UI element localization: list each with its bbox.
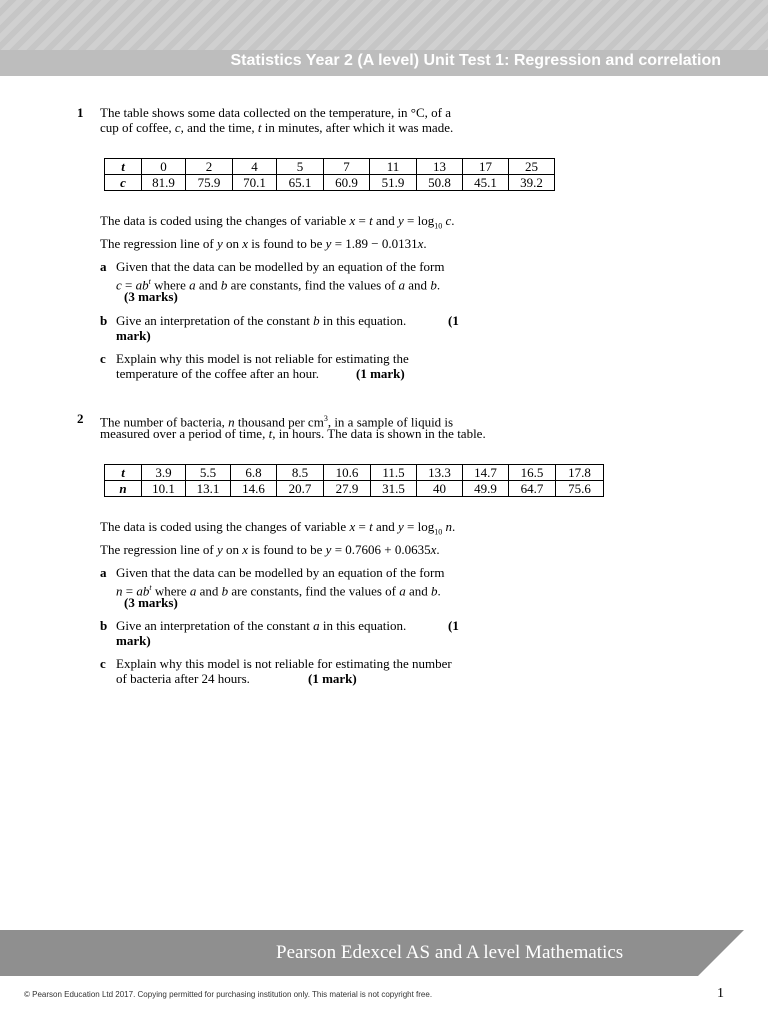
table-cell: 51.9 <box>370 175 417 191</box>
table-cell: 17 <box>463 159 509 175</box>
table-cell: 5 <box>277 159 324 175</box>
table-cell: 8.5 <box>277 465 324 481</box>
question-number: 2 <box>77 411 84 426</box>
marks: (1 mark) <box>308 671 357 686</box>
question-intro-line2: measured over a period of time, t, in hours. The data is shown in the table. <box>100 426 486 441</box>
regression-statement: The regression line of y on x is found to be y = 0.7606 + 0.0635x. <box>100 542 440 557</box>
table-cell: 4 <box>233 159 277 175</box>
table-cell: 50.8 <box>417 175 463 191</box>
footer-banner <box>0 930 768 976</box>
table-cell: 13.3 <box>417 465 463 481</box>
copyright-notice: © Pearson Education Ltd 2017. Copying permitted for purchasing institution only. This material is not copyright free. <box>24 990 433 999</box>
table-row <box>105 159 555 175</box>
part-text-line1: Explain why this model is not reliable for estimating the number <box>116 656 452 671</box>
table-cell: 75.9 <box>186 175 233 191</box>
part-text-line2: of bacteria after 24 hours. <box>116 671 250 686</box>
question-intro-line1: The table shows some data collected on the temperature, in °C, of a <box>100 105 452 120</box>
table-cell: 70.1 <box>233 175 277 191</box>
part-text-line2: $c = ab^t$ where a and b are constants, find the values of a and b. <box>116 277 441 293</box>
part-text-line1: Given that the data can be modelled by an equation of the form <box>116 565 445 580</box>
data-table <box>104 158 555 191</box>
table-row <box>105 175 555 191</box>
table-cell: 40 <box>417 481 463 497</box>
table-cell: 81.9 <box>142 175 186 191</box>
page-number: 1 <box>717 986 724 1001</box>
part-text-line1: Explain why this model is not reliable for estimating the <box>116 351 409 366</box>
part-label: c <box>100 656 106 671</box>
table-row-header: t <box>105 465 142 481</box>
part-label: a <box>100 259 107 274</box>
question-intro-line1: The number of bacteria, n thousand per $cm^3$, in a sample of liquid is <box>100 414 454 430</box>
regression-statement: The regression line of y on x is found to be y = 1.89 − 0.0131x. <box>100 236 427 251</box>
table-cell: 64.7 <box>509 481 556 497</box>
data-table <box>104 464 604 497</box>
part-label: b <box>100 618 108 633</box>
table-cell: 7 <box>324 159 370 175</box>
question-intro-line2: cup of coffee, c, and the time, t in minutes, after which it was made. <box>100 120 454 135</box>
publisher-brand: Pearson Edexcel AS and A level Mathematics <box>276 942 624 963</box>
part-text-line1: Give an interpretation of the constant b in this equation. <box>116 313 407 328</box>
table-cell: 65.1 <box>277 175 324 191</box>
table-cell: 39.2 <box>509 175 555 191</box>
part-label: c <box>100 351 106 366</box>
marks: (1 <box>448 618 459 633</box>
table-cell: 6.8 <box>231 465 277 481</box>
coding-statement: The data is coded using the changes of variable x = t and $y = \log_{10} c$. <box>100 213 455 231</box>
table-cell: 14.7 <box>463 465 509 481</box>
table-cell: 27.9 <box>324 481 371 497</box>
page-title: Statistics Year 2 (A level) Unit Test 1: Regression and correlation <box>230 52 721 69</box>
part-text-line2: temperature of the coffee after an hour. <box>116 366 319 381</box>
marks: (3 marks) <box>124 595 178 610</box>
table-cell: 0 <box>142 159 186 175</box>
table-cell: 20.7 <box>277 481 324 497</box>
table-cell: 10.6 <box>324 465 371 481</box>
table-cell: 2 <box>186 159 233 175</box>
marks: (1 <box>448 313 459 328</box>
table-cell: 11 <box>370 159 417 175</box>
table-row-header: c <box>105 175 142 191</box>
marks: mark) <box>116 633 151 648</box>
table-cell: 75.6 <box>556 481 604 497</box>
marks: mark) <box>116 328 151 343</box>
part-label: b <box>100 313 108 328</box>
table-row <box>105 481 604 497</box>
table-cell: 5.5 <box>186 465 231 481</box>
marks: (3 marks) <box>124 289 178 304</box>
table-cell: 60.9 <box>324 175 370 191</box>
part-text-line2: $n = ab^t$ where a and b are constants, find the values of a and b. <box>116 583 441 599</box>
table-row-header: t <box>105 159 142 175</box>
part-text-line1: Give an interpretation of the constant a in this equation. <box>116 618 407 633</box>
table-cell: 11.5 <box>371 465 417 481</box>
coding-statement: The data is coded using the changes of variable x = t and $y = \log_{10} n$. <box>100 519 456 537</box>
table-cell: 16.5 <box>509 465 556 481</box>
table-cell: 17.8 <box>556 465 604 481</box>
table-row <box>105 465 604 481</box>
question-number: 1 <box>77 105 84 120</box>
table-cell: 25 <box>509 159 555 175</box>
table-cell: 45.1 <box>463 175 509 191</box>
table-cell: 49.9 <box>463 481 509 497</box>
marks: (1 mark) <box>356 366 405 381</box>
table-cell: 13.1 <box>186 481 231 497</box>
table-cell: 13 <box>417 159 463 175</box>
table-row-header: n <box>105 481 142 497</box>
table-cell: 14.6 <box>231 481 277 497</box>
table-cell: 10.1 <box>142 481 186 497</box>
table-cell: 3.9 <box>142 465 186 481</box>
part-text-line1: Given that the data can be modelled by an equation of the form <box>116 259 445 274</box>
table-cell: 31.5 <box>371 481 417 497</box>
part-label: a <box>100 565 107 580</box>
